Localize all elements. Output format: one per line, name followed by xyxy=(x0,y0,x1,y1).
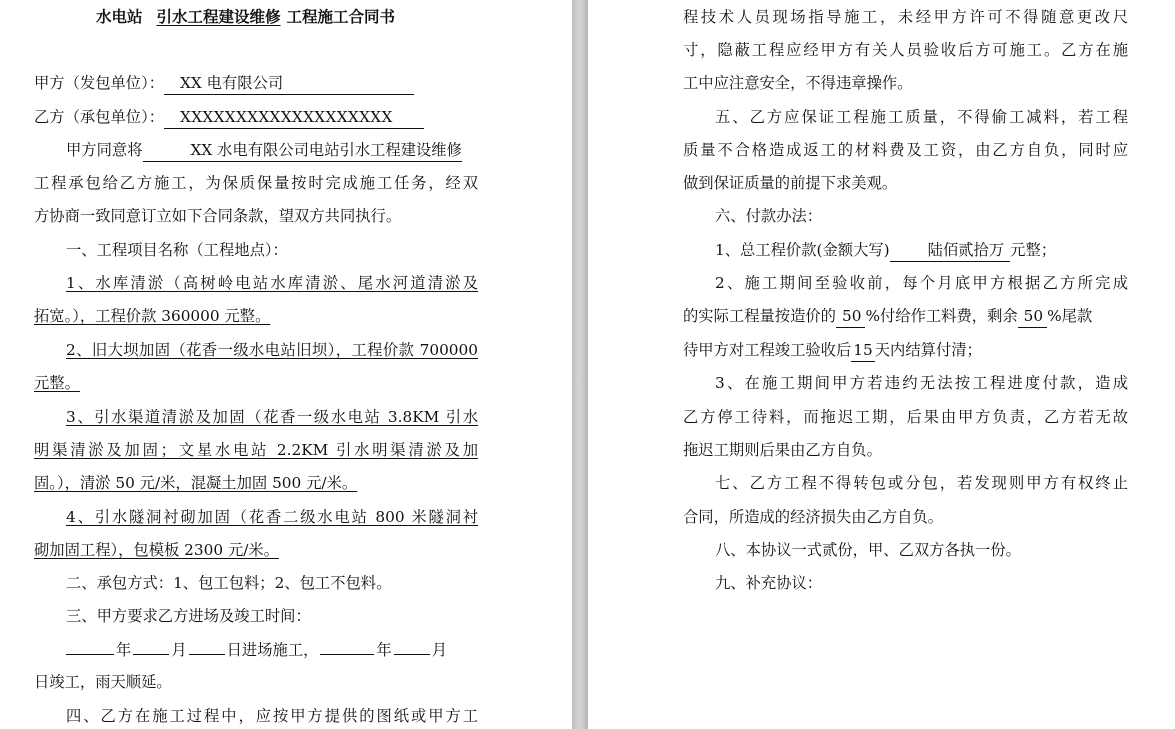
section-4-line-3: 寸，隐蔽工程应经甲方有关人员验收后方可施工。乙方在施 xyxy=(683,41,1128,59)
payment-3-line-1: 3、在施工期间甲方若违约无法按工程进度付款，造成 xyxy=(715,374,1128,392)
intro-prefix: 甲方同意将 xyxy=(66,141,143,159)
party-b-line xyxy=(34,106,478,129)
party-a-value: XX 电有限公司 xyxy=(164,72,414,95)
section-3-heading: 三、甲方要求乙方进场及竣工时间： xyxy=(66,607,311,625)
section-8-text: 八、本协议一式贰份，甲、乙双方各执一份。 xyxy=(715,541,1021,559)
section-9-text: 九、补充协议： xyxy=(715,574,823,592)
intro-line-3: 方协商一致同意订立如下合同条款，望双方共同执行。 xyxy=(34,207,402,225)
month-2-label: 月 xyxy=(431,641,448,659)
payment-2-line-1: 2、施工期间至验收前，每个月底甲方根据乙方所完成 xyxy=(715,274,1128,292)
payment-1-amount: 陆佰贰拾万 xyxy=(890,239,1011,262)
payment-1-label: 1、总工程价款(金额大写) xyxy=(715,241,890,259)
party-b-label: 乙方（承包单位）： xyxy=(34,108,165,126)
enter-site-label: 日进场施工， xyxy=(226,641,319,659)
item-4-line-2: 砌加固工程），包模板 2300 元/米。 xyxy=(34,541,280,559)
party-b-value: XXXXXXXXXXXXXXXXXXX xyxy=(164,106,424,129)
payment-2-text-d: 待甲方对工程竣工验收后 xyxy=(683,341,852,359)
party-a-label: 甲方（发包单位）： xyxy=(34,74,165,92)
section-6-heading: 六、付款办法： xyxy=(715,207,823,225)
payment-1-line xyxy=(683,239,1128,262)
section-5-line-2: 质量不合格造成返工的材料费及工资，由乙方自负，同时应 xyxy=(683,141,1128,159)
payment-2-line-3 xyxy=(683,339,1128,362)
intro-project-name: XX 水电有限公司电站引水工程建设维修 xyxy=(143,139,462,162)
section-7-line-2: 合同，所造成的经济损失由乙方自负。 xyxy=(683,508,944,526)
section-7-line-1: 七、乙方工程不得转包或分包，若发现则甲方有权终止 xyxy=(715,474,1128,492)
payment-2-percent-2: 50 xyxy=(1018,305,1047,328)
item-3-line-1: 3、引水渠道清淤及加固（花香一级水电站 3.8KM 引水 xyxy=(66,408,478,426)
year-blank[interactable] xyxy=(66,638,114,655)
section-4-line-1: 四、乙方在施工过程中，应按甲方提供的图纸或甲方工 xyxy=(66,707,478,725)
title-project-name: 引水工程建设维修 xyxy=(156,7,281,26)
item-2-line-1: 2、旧大坝加固（花香一级水电站旧坝），工程价款 700000 xyxy=(66,341,478,359)
year-2-blank[interactable] xyxy=(320,638,374,655)
month-label: 月 xyxy=(171,641,187,659)
schedule-line xyxy=(34,638,478,661)
document-page-right xyxy=(588,0,1175,729)
item-4-line-1: 4、引水隧洞衬砌加固（花香二级水电站 800 米隧洞衬 xyxy=(66,508,478,526)
item-3-line-3: 固。），清淤 50 元/米，混凝土加固 500 元/米。 xyxy=(34,474,358,492)
payment-1-suffix: 元整； xyxy=(1010,241,1057,259)
payment-3-line-2: 乙方停工待料，而拖迟工期，后果由甲方负责，乙方若无故 xyxy=(683,408,1128,426)
document-page-left xyxy=(0,0,572,729)
payment-2-text-e: 天内结算付清； xyxy=(874,341,982,359)
payment-2-text-c: %尾款 xyxy=(1047,307,1093,325)
item-1-line-2: 拓宽。），工程价款 360000 元整。 xyxy=(34,307,271,325)
section-4-line-4: 工中应注意安全，不得违章操作。 xyxy=(683,74,913,92)
month-2-blank[interactable] xyxy=(394,638,430,655)
day-blank[interactable] xyxy=(189,638,225,655)
page-gutter xyxy=(572,0,588,729)
month-blank[interactable] xyxy=(133,638,169,655)
payment-2-text-a: 的实际工程量按造价的 xyxy=(683,307,836,325)
year-2-label: 年 xyxy=(376,641,392,659)
section-5-line-3: 做到保证质量的前提下求美观。 xyxy=(683,174,898,192)
intro-line-1 xyxy=(34,139,478,162)
title-prefix: 水电站 xyxy=(96,7,143,26)
payment-2-percent-1: 50 xyxy=(836,305,865,328)
party-a-line xyxy=(34,72,478,95)
item-1-line-1: 1、水库清淤（高树岭电站水库清淤、尾水河道清淤及 xyxy=(66,274,478,292)
section-4-line-2: 程技术人员现场指导施工，未经甲方许可不得随意更改尺 xyxy=(683,8,1128,26)
payment-3-line-3: 拖迟工期则后果由乙方自负。 xyxy=(683,441,882,459)
payment-2-text-b: %付给作工料费，剩余 xyxy=(865,307,1018,325)
title-suffix: 工程施工合同书 xyxy=(286,7,396,26)
intro-line-2: 工程承包给乙方施工，为保质保量按时完成施工任务，经双 xyxy=(34,174,478,192)
section-2-text: 二、承包方式：1、包工包料；2、包工不包料。 xyxy=(66,574,392,592)
completion-line: 日竣工，雨天顺延。 xyxy=(34,673,172,691)
section-1-heading: 一、工程项目名称（工程地点）： xyxy=(66,241,288,259)
payment-2-line-2 xyxy=(683,305,1128,328)
item-2-line-2: 元整。 xyxy=(34,374,80,392)
payment-2-days: 15 xyxy=(851,339,874,362)
year-label: 年 xyxy=(116,641,132,659)
section-5-line-1: 五、乙方应保证工程施工质量，不得偷工减料，若工程 xyxy=(715,108,1128,126)
contract-title xyxy=(96,6,540,28)
item-3-line-2: 明渠清淤及加固；文星水电站 2.2KM 引水明渠清淤及加 xyxy=(34,441,478,459)
